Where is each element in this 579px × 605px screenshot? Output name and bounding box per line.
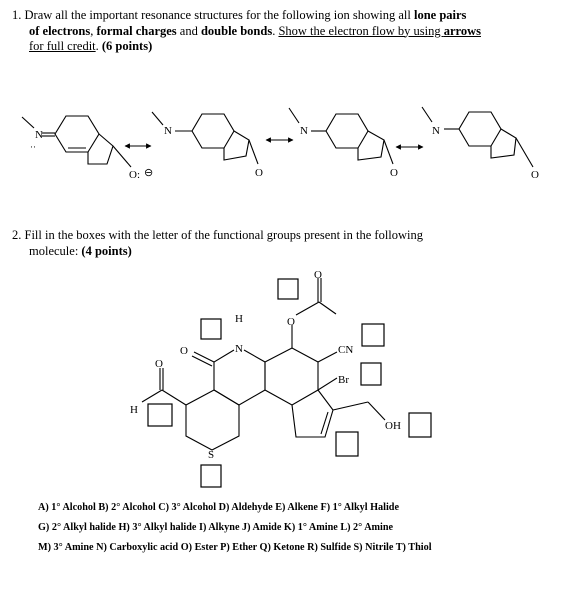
six-ring-3 — [326, 114, 368, 148]
period: . — [95, 39, 102, 53]
cn-bond — [318, 352, 337, 362]
cn-label: CN — [338, 344, 354, 356]
br-label: Br — [338, 374, 349, 386]
answer-box-alcohol[interactable] — [409, 413, 431, 437]
h-nh: H — [235, 313, 243, 325]
lone-pairs-text: lone pairs — [413, 8, 467, 22]
answer-box-halide[interactable] — [361, 363, 381, 385]
ester-bond — [296, 302, 319, 315]
aldehyde-bond — [162, 390, 186, 405]
o-atom-3: O — [390, 167, 398, 179]
o-atom-2: O — [255, 167, 263, 179]
o-amide: O — [180, 345, 188, 357]
five-ring-2 — [224, 131, 249, 160]
answer-box-nitrile[interactable] — [362, 324, 384, 346]
lone-pair-dots: ·· — [30, 142, 36, 152]
arrows-text: arrows — [443, 23, 481, 38]
o-atom-4: O — [531, 169, 539, 181]
c-o-bond-4 — [516, 138, 533, 167]
n-atom-1: N — [35, 129, 43, 141]
resonance-structure-4 — [422, 107, 533, 167]
oh-label: OH — [385, 420, 401, 432]
resonance-structure-2 — [152, 112, 258, 164]
question-2-number: 2. — [12, 228, 22, 242]
molecule-2 — [142, 278, 385, 450]
n-atom-2: N — [164, 125, 172, 137]
methyl-bond — [319, 302, 336, 314]
ch2-bond — [333, 402, 368, 410]
methyl-bond — [22, 117, 34, 128]
h-aldehyde: H — [130, 404, 138, 416]
c-o-bond-2 — [249, 140, 258, 164]
question-2-points: (4 points) — [81, 243, 132, 258]
electron-flow-text: Show the electron flow by using — [278, 23, 444, 38]
c-o-bond-1 — [113, 146, 131, 167]
n-atom-4: N — [432, 125, 440, 137]
o-ketone: O — [314, 269, 322, 281]
comma: , — [90, 23, 97, 38]
o-ether: O — [287, 316, 295, 328]
full-credit-text: for full credit — [29, 39, 96, 53]
amide-co-b — [192, 356, 212, 366]
five-ring-3 — [358, 131, 384, 160]
question-2-text: Fill in the boxes with the letter of the functional groups present in the following — [24, 228, 424, 242]
c-o-bond-3 — [384, 140, 393, 164]
methyl-bond — [152, 112, 163, 125]
answer-box-amide[interactable] — [201, 319, 221, 339]
resonance-structure-1 — [22, 116, 131, 167]
o-atom-1: O: — [129, 169, 140, 181]
o-aldehyde: O — [155, 358, 163, 370]
methyl-bond — [422, 107, 432, 122]
question-1-text: Draw all the important resonance structures for the following ion showing all — [24, 8, 414, 22]
molecule-text: molecule: — [29, 243, 82, 258]
key-line-3: M) 3° Amine N) Carboxylic acid O) Ester P) Ether Q) Ketone R) Sulfide S) Nitrile T) Thiol — [38, 542, 432, 553]
key-line-2: G) 2° Alkyl halide H) 3° Alkyl halide I) Alkyne J) Amide K) 1° Amine L) 2° Amine — [38, 522, 394, 533]
question-1-points: (6 points) — [101, 39, 153, 53]
question-1-number: 1. — [12, 8, 22, 22]
n-atom-3: N — [300, 125, 308, 137]
thiane-ring — [186, 390, 239, 450]
electrons-text: of electrons — [29, 23, 91, 38]
double-bonds-text: double bonds — [200, 23, 273, 38]
aldehyde-h-bond — [142, 390, 162, 402]
five-ring — [292, 390, 333, 437]
amide-co-a — [194, 352, 214, 362]
and-text: and — [176, 23, 201, 38]
methyl-bond — [289, 108, 299, 123]
period: . — [272, 23, 279, 38]
six-ring-2 — [192, 114, 234, 148]
five-ring-4 — [491, 129, 516, 158]
key-line-1: A) 1° Alcohol B) 2° Alcohol C) 3° Alcohol D) Aldehyde E) Alkene F) 1° Alkyl Halide — [38, 502, 399, 513]
amide-ring — [214, 350, 265, 405]
s-label: S — [208, 449, 215, 461]
six-ring-4 — [459, 112, 501, 146]
answer-box-alkene[interactable] — [336, 432, 358, 456]
five-ring-1 — [88, 134, 113, 164]
middle-ring — [265, 348, 318, 405]
six-ring-1 — [55, 116, 99, 152]
negative-charge: ⊖ — [144, 167, 154, 179]
formal-charges-text: formal charges — [96, 23, 177, 38]
answer-box-aldehyde[interactable] — [148, 404, 172, 426]
ch2oh-bond — [368, 402, 385, 420]
answer-box-ketone[interactable] — [278, 279, 298, 299]
br-bond — [318, 378, 337, 390]
answer-box-sulfide[interactable] — [201, 465, 221, 487]
n-amide: N — [235, 343, 243, 355]
